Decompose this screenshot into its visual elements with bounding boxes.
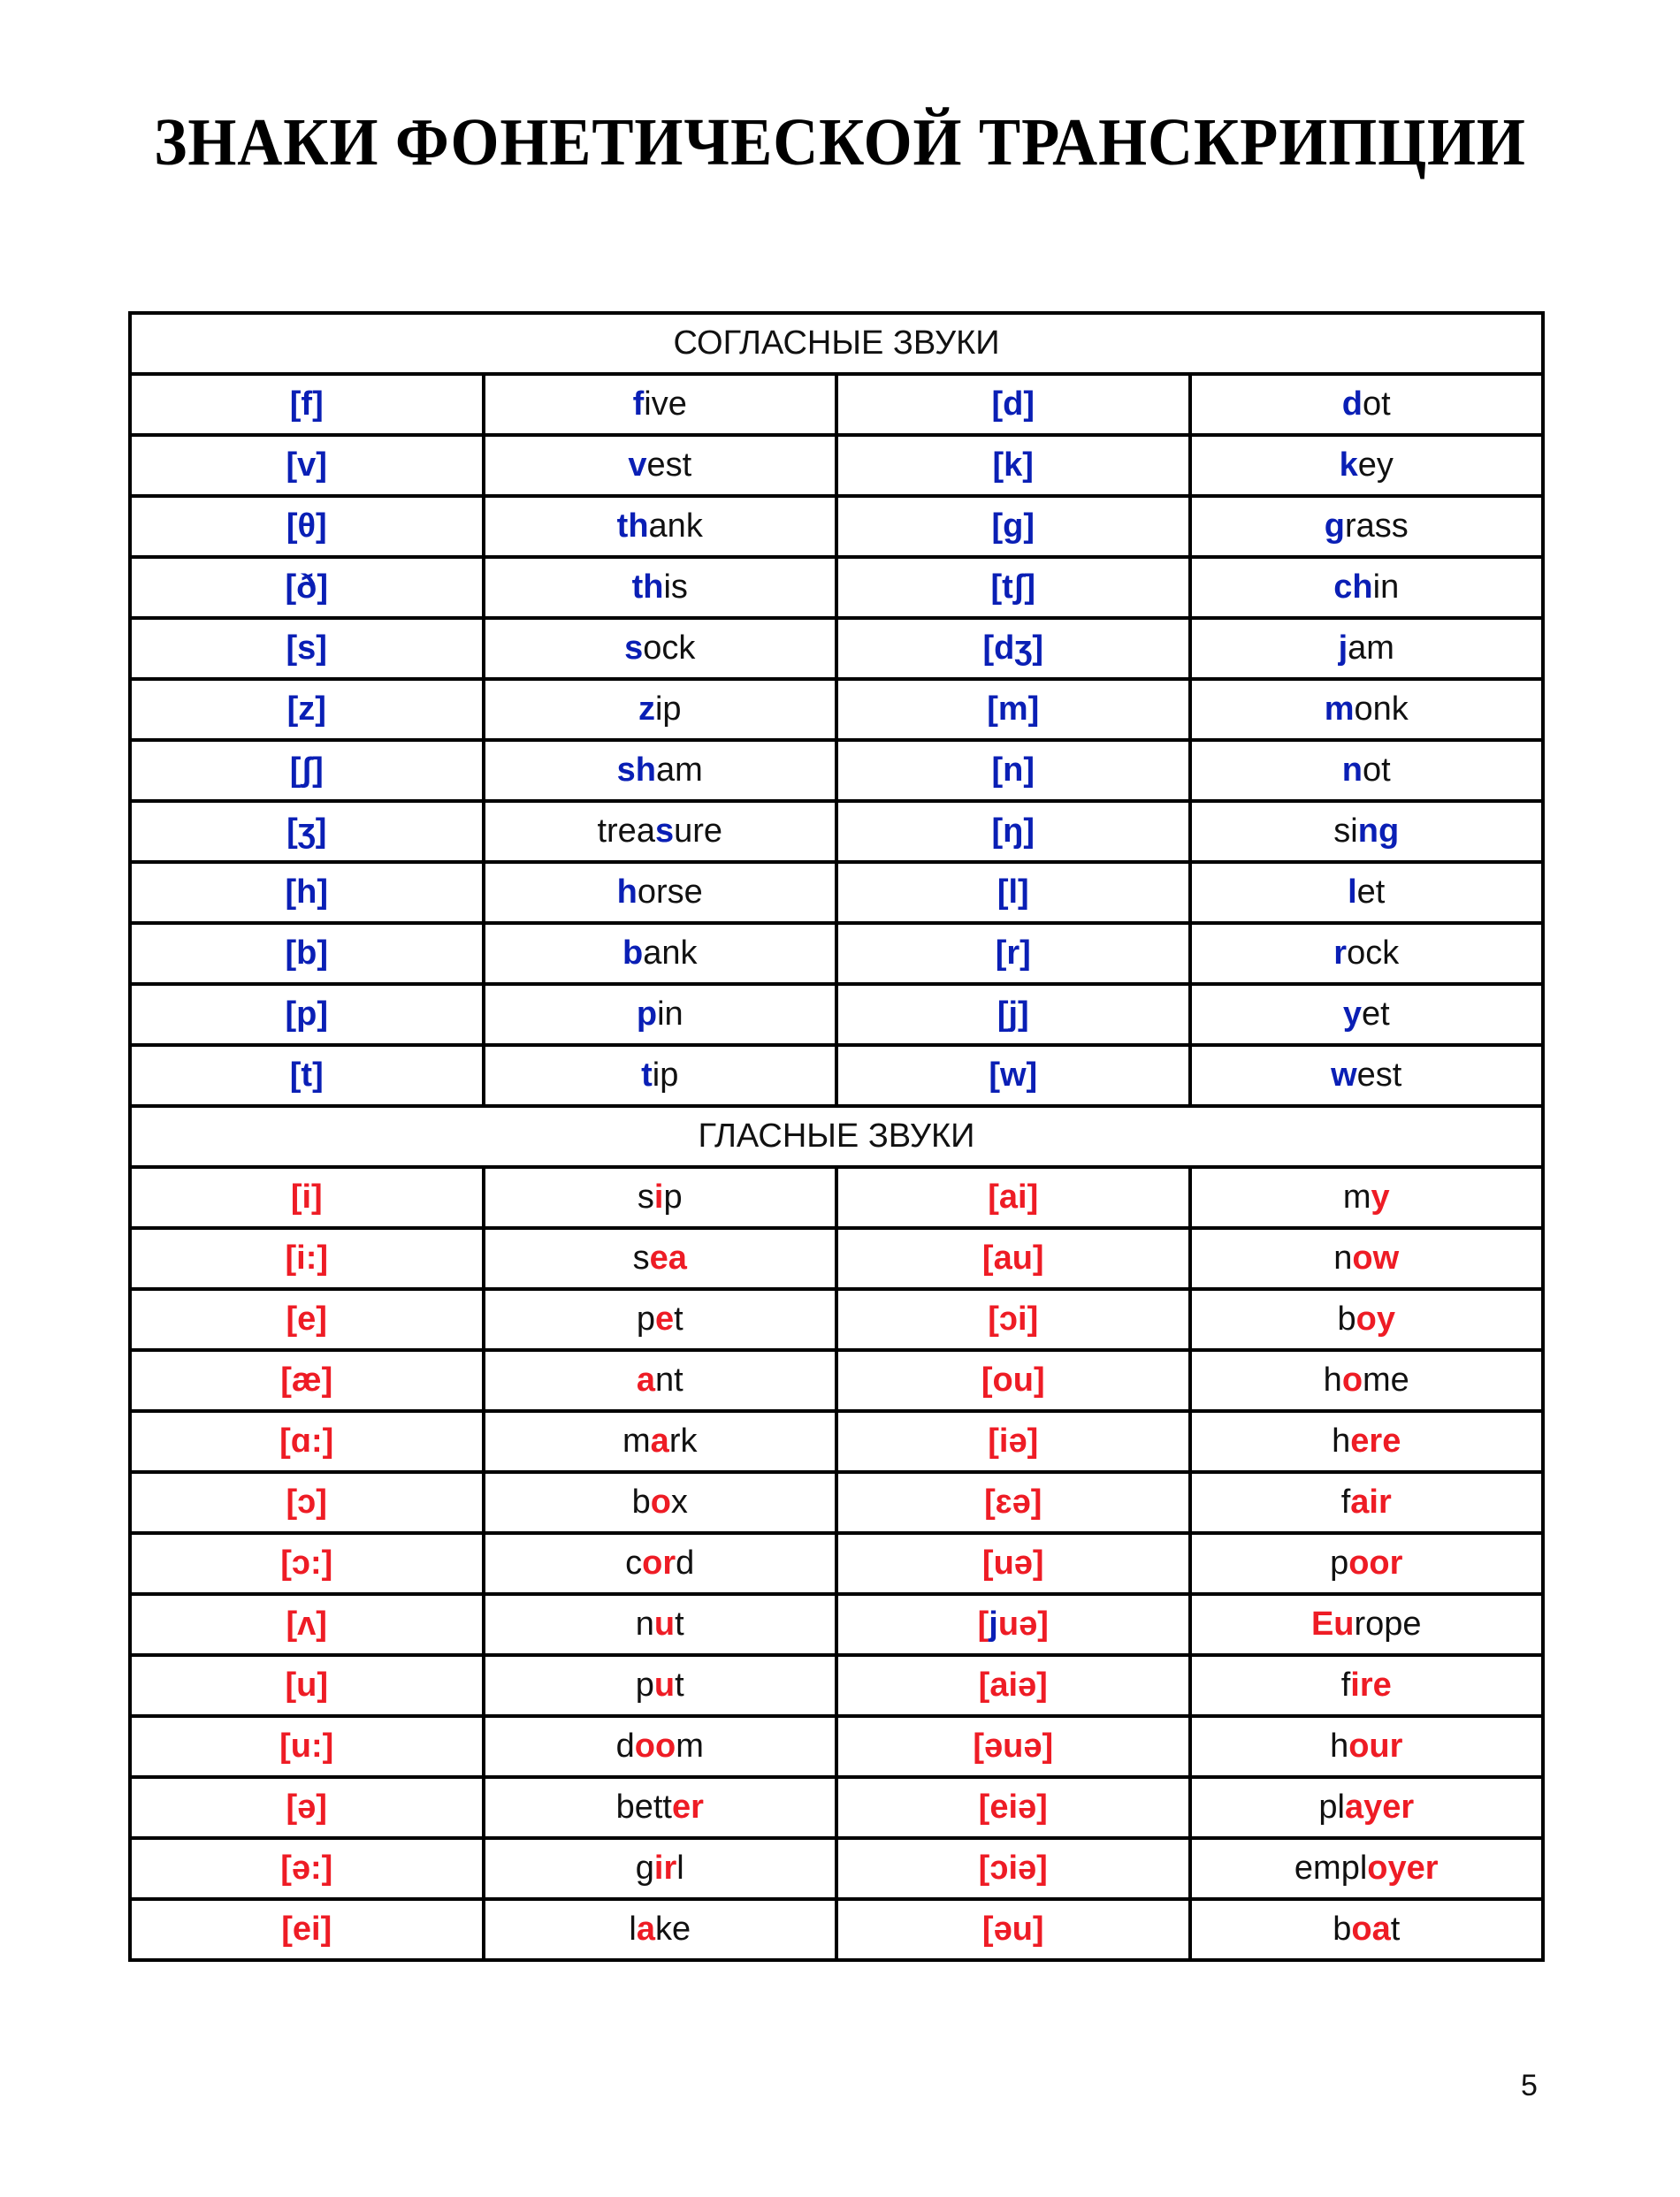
example-word [1190, 1289, 1544, 1350]
example-word [484, 1838, 837, 1899]
plain-letters: nt [654, 1362, 683, 1399]
highlighted-letters: y [1342, 996, 1362, 1033]
highlighted-letters: b [622, 934, 644, 972]
symbol-part: [ [977, 1606, 989, 1643]
phonetic-symbol: [s] [130, 618, 484, 679]
table-row [130, 862, 1543, 923]
example-word [1190, 1716, 1544, 1777]
highlighted-letters: l [1348, 873, 1357, 911]
table-row [130, 618, 1543, 679]
highlighted-letters: ea [649, 1240, 687, 1277]
example-word [1190, 923, 1544, 984]
plain-letters: et [1356, 873, 1386, 911]
phonetic-symbol: [u:] [130, 1716, 484, 1777]
plain-letters: t [1390, 1911, 1401, 1948]
plain-letters: h [1323, 1362, 1342, 1399]
plain-letters: pl [1318, 1789, 1345, 1826]
plain-letters: h [1330, 1728, 1349, 1765]
example-word [484, 1899, 837, 1960]
example-word [1190, 1594, 1544, 1655]
plain-letters: p [636, 1301, 655, 1338]
phonetic-symbol: [f] [130, 374, 484, 435]
phonetic-symbol: [ŋ] [836, 801, 1190, 862]
phonetic-symbol: [l] [836, 862, 1190, 923]
phonetic-symbol: [ɔ:] [130, 1533, 484, 1594]
highlighted-letters: a [636, 1362, 655, 1399]
highlighted-letters: k [1339, 446, 1358, 484]
table-row [130, 1777, 1543, 1838]
plain-letters: t [674, 1301, 683, 1338]
vowels-section-header-row [130, 1106, 1543, 1167]
table-row [130, 740, 1543, 801]
highlighted-letters: i [653, 1179, 664, 1216]
example-word [1190, 1472, 1544, 1533]
example-word [1190, 496, 1544, 557]
phonetic-symbol: [ʒ] [130, 801, 484, 862]
highlighted-letters: g [1324, 507, 1345, 545]
plain-letters: bett [615, 1789, 672, 1826]
highlighted-letters: oy [1355, 1301, 1395, 1338]
highlighted-letters: v [628, 446, 647, 484]
highlighted-letters: n [1341, 751, 1363, 789]
phonetic-symbol: [ə] [130, 1777, 484, 1838]
phonetic-symbol: [ai] [836, 1167, 1190, 1228]
plain-letters: ot [1363, 751, 1391, 789]
table-row [130, 923, 1543, 984]
highlighted-letters: ere [1350, 1423, 1401, 1460]
plain-letters: is [663, 568, 688, 606]
phonetic-symbol: [ei] [130, 1899, 484, 1960]
example-word [1190, 1533, 1544, 1594]
example-word [1190, 557, 1544, 618]
plain-letters: in [1372, 568, 1400, 606]
table-row [130, 1289, 1543, 1350]
example-word [1190, 1777, 1544, 1838]
highlighted-letters: ire [1350, 1667, 1392, 1704]
consonants-section-heading: СОГЛАСНЫЕ ЗВУКИ [130, 313, 1543, 374]
example-word [484, 1167, 837, 1228]
phonetic-symbol: [u] [130, 1655, 484, 1716]
plain-letters: trea [597, 812, 655, 850]
example-word [484, 740, 837, 801]
example-word [484, 1777, 837, 1838]
plain-letters: rk [668, 1423, 698, 1460]
highlighted-letters: sh [616, 751, 657, 789]
highlighted-letters: j [1338, 629, 1348, 667]
plain-letters: ock [643, 629, 696, 667]
highlighted-letters: er [671, 1789, 704, 1826]
plain-letters: m [676, 1728, 704, 1765]
highlighted-letters: a [636, 1911, 655, 1948]
highlighted-letters: oo [634, 1728, 676, 1765]
phonetic-symbol: [ɡ] [836, 496, 1190, 557]
phonetic-symbol: [ɑ:] [130, 1411, 484, 1472]
plain-letters: d [676, 1545, 695, 1582]
example-word [484, 1350, 837, 1411]
phonetic-symbol: [t] [130, 1045, 484, 1106]
example-word [1190, 435, 1544, 496]
phonetic-symbol: [θ] [130, 496, 484, 557]
table-row [130, 496, 1543, 557]
example-word [484, 1228, 837, 1289]
phonetic-symbol: [r] [836, 923, 1190, 984]
plain-letters: et [1361, 996, 1390, 1033]
highlighted-letters: th [616, 507, 649, 545]
phonetic-symbol: [e] [130, 1289, 484, 1350]
plain-letters: f [1340, 1484, 1351, 1521]
highlighted-letters: oa [1351, 1911, 1391, 1948]
plain-letters: x [670, 1484, 688, 1521]
plain-letters: orse [637, 873, 703, 911]
plain-letters: est [1356, 1057, 1402, 1094]
example-word [1190, 1167, 1544, 1228]
phonetic-symbol: [ɔi] [836, 1289, 1190, 1350]
table-row [130, 679, 1543, 740]
plain-letters: am [1348, 629, 1394, 667]
plain-letters: onk [1354, 690, 1409, 728]
consonants-section-header-row [130, 313, 1543, 374]
phonetic-symbol: [w] [836, 1045, 1190, 1106]
phonetic-symbol: [p] [130, 984, 484, 1045]
phonetic-symbol: [n] [836, 740, 1190, 801]
phonetic-symbol: [dʒ] [836, 618, 1190, 679]
table-row [130, 1533, 1543, 1594]
example-word [484, 984, 837, 1045]
example-word [1190, 1899, 1544, 1960]
highlighted-letters: or [642, 1545, 676, 1582]
plain-letters: empl [1294, 1850, 1368, 1887]
example-word [1190, 1411, 1544, 1472]
page-title: ЗНАКИ ФОНЕТИЧЕСКОЙ ТРАНСКРИПЦИИ [154, 105, 1526, 179]
example-word [1190, 1045, 1544, 1106]
highlighted-letters: u [653, 1667, 676, 1704]
example-word [484, 1655, 837, 1716]
table-row [130, 801, 1543, 862]
example-word [1190, 679, 1544, 740]
example-word [484, 1411, 837, 1472]
plain-letters: p [635, 1667, 654, 1704]
plain-letters: rope [1354, 1606, 1422, 1643]
table-row [130, 435, 1543, 496]
plain-letters: l [676, 1850, 684, 1887]
table-row [130, 1655, 1543, 1716]
table-row [130, 374, 1543, 435]
example-word [484, 435, 837, 496]
plain-letters: ot [1363, 385, 1391, 423]
phonetic-symbol: [m] [836, 679, 1190, 740]
example-word [484, 618, 837, 679]
example-word [484, 496, 837, 557]
phonetic-symbol: [i] [130, 1167, 484, 1228]
plain-letters: am [656, 751, 703, 789]
phonetic-symbol: [æ] [130, 1350, 484, 1411]
highlighted-letters: ow [1352, 1240, 1400, 1277]
plain-letters: t [675, 1606, 684, 1643]
highlighted-letters: ch [1333, 568, 1373, 606]
highlighted-letters: our [1348, 1728, 1403, 1765]
page-number: 5 [1521, 2069, 1538, 2102]
example-word [1190, 984, 1544, 1045]
phonetic-symbol: [ə:] [130, 1838, 484, 1899]
highlighted-letters: ng [1357, 812, 1400, 850]
highlighted-letters: f [632, 385, 645, 423]
plain-letters: c [625, 1545, 643, 1582]
highlighted-letters: u [653, 1606, 676, 1643]
phonetic-symbol: [tʃ] [836, 557, 1190, 618]
plain-letters: b [631, 1484, 651, 1521]
table-row [130, 1838, 1543, 1899]
plain-letters: est [646, 446, 692, 484]
example-word [1190, 374, 1544, 435]
phonetic-symbol: [au] [836, 1228, 1190, 1289]
example-word [484, 862, 837, 923]
highlighted-letters: ayer [1344, 1789, 1415, 1826]
plain-letters: ock [1347, 934, 1400, 972]
example-word [484, 1594, 837, 1655]
vowels-section-heading: ГЛАСНЫЕ ЗВУКИ [130, 1106, 1543, 1167]
example-word [1190, 1655, 1544, 1716]
example-word [1190, 862, 1544, 923]
plain-letters: h [1332, 1423, 1351, 1460]
table-row [130, 1716, 1543, 1777]
highlighted-letters: y [1371, 1179, 1390, 1216]
table-row [130, 1472, 1543, 1533]
table-row [130, 1411, 1543, 1472]
phonetic-symbol: [ʌ] [130, 1594, 484, 1655]
table-row [130, 1899, 1543, 1960]
example-word [484, 374, 837, 435]
phonetic-symbol: [aiə] [836, 1655, 1190, 1716]
example-word [1190, 740, 1544, 801]
example-word [484, 1716, 837, 1777]
plain-letters: p [663, 1179, 683, 1216]
plain-letters: l [629, 1911, 637, 1948]
example-word [484, 923, 837, 984]
highlighted-letters: ir [653, 1850, 677, 1887]
phonetic-symbol: [ð] [130, 557, 484, 618]
plain-letters: t [675, 1667, 684, 1704]
highlighted-letters: m [1324, 690, 1355, 728]
example-word [484, 679, 837, 740]
table-row [130, 557, 1543, 618]
phonetic-symbol: [i:] [130, 1228, 484, 1289]
table-row [130, 1228, 1543, 1289]
example-word [484, 1472, 837, 1533]
phonetic-symbol: [uə] [836, 1533, 1190, 1594]
table-row [130, 1167, 1543, 1228]
plain-letters: ke [654, 1911, 691, 1948]
plain-letters: ey [1357, 446, 1394, 484]
highlighted-letters: d [1341, 385, 1363, 423]
plain-letters: p [1330, 1545, 1349, 1582]
example-word [484, 557, 837, 618]
plain-letters: f [1340, 1667, 1351, 1704]
highlighted-letters: oyer [1367, 1850, 1439, 1887]
highlighted-letters: s [654, 812, 675, 850]
plain-letters: ip [652, 1057, 679, 1094]
highlighted-letters: Eu [1310, 1606, 1355, 1643]
transcription-table [128, 311, 1545, 1962]
example-word [1190, 801, 1544, 862]
example-word [484, 1289, 837, 1350]
example-word [1190, 1228, 1544, 1289]
highlighted-letters: r [1333, 934, 1348, 972]
phonetic-symbol: [b] [130, 923, 484, 984]
table-row [130, 1594, 1543, 1655]
highlighted-letters: s [624, 629, 644, 667]
symbol-part: uə] [997, 1606, 1049, 1643]
example-word [1190, 1838, 1544, 1899]
plain-letters: si [1333, 812, 1358, 850]
plain-letters: n [1333, 1240, 1353, 1277]
plain-letters: ank [648, 507, 703, 545]
phonetic-symbol: [əu] [836, 1899, 1190, 1960]
plain-letters: s [632, 1240, 650, 1277]
highlighted-letters: z [638, 690, 655, 728]
plain-letters: b [1337, 1301, 1356, 1338]
highlighted-letters: air [1350, 1484, 1392, 1521]
highlighted-letters: th [631, 568, 664, 606]
example-word [1190, 618, 1544, 679]
phonetic-symbol: [iə] [836, 1411, 1190, 1472]
plain-letters: b [1333, 1911, 1352, 1948]
phonetic-symbol: [d] [836, 374, 1190, 435]
plain-letters: ive [644, 385, 687, 423]
phonetic-symbol: [əuə] [836, 1716, 1190, 1777]
phonetic-symbol: [ʃ] [130, 740, 484, 801]
phonetic-symbol: [eiə] [836, 1777, 1190, 1838]
highlighted-letters: p [636, 996, 658, 1033]
plain-letters: ure [674, 812, 723, 850]
plain-letters: g [635, 1850, 654, 1887]
plain-letters: in [657, 996, 683, 1033]
plain-letters: ip [654, 690, 682, 728]
phonetic-symbol: [v] [130, 435, 484, 496]
phonetic-symbol: [ou] [836, 1350, 1190, 1411]
plain-letters: d [615, 1728, 635, 1765]
highlighted-letters: w [1331, 1057, 1357, 1094]
phonetic-symbol: [h] [130, 862, 484, 923]
highlighted-letters: o [1341, 1362, 1363, 1399]
plain-letters: ank [643, 934, 698, 972]
example-word [484, 1533, 837, 1594]
highlighted-letters: t [641, 1057, 653, 1094]
symbol-part: j [989, 1606, 998, 1643]
plain-letters: m [622, 1423, 651, 1460]
highlighted-letters: a [650, 1423, 669, 1460]
table-row [130, 984, 1543, 1045]
plain-letters: rass [1344, 507, 1409, 545]
phonetic-symbol: [z] [130, 679, 484, 740]
phonetic-symbol: [ɛə] [836, 1472, 1190, 1533]
example-word [484, 1045, 837, 1106]
phonetic-symbol: [k] [836, 435, 1190, 496]
phonetic-symbol [836, 1594, 1190, 1655]
phonetic-symbol: [j] [836, 984, 1190, 1045]
plain-letters: me [1363, 1362, 1409, 1399]
example-word [484, 801, 837, 862]
highlighted-letters: h [616, 873, 638, 911]
highlighted-letters: e [654, 1301, 675, 1338]
phonetic-symbol: [ɔiə] [836, 1838, 1190, 1899]
highlighted-letters: o [650, 1484, 671, 1521]
phonetic-symbol: [ɔ] [130, 1472, 484, 1533]
table-row [130, 1045, 1543, 1106]
table-row [130, 1350, 1543, 1411]
plain-letters: n [635, 1606, 654, 1643]
highlighted-letters: oor [1348, 1545, 1403, 1582]
example-word [1190, 1350, 1544, 1411]
plain-letters: s [637, 1179, 654, 1216]
plain-letters: m [1342, 1179, 1371, 1216]
